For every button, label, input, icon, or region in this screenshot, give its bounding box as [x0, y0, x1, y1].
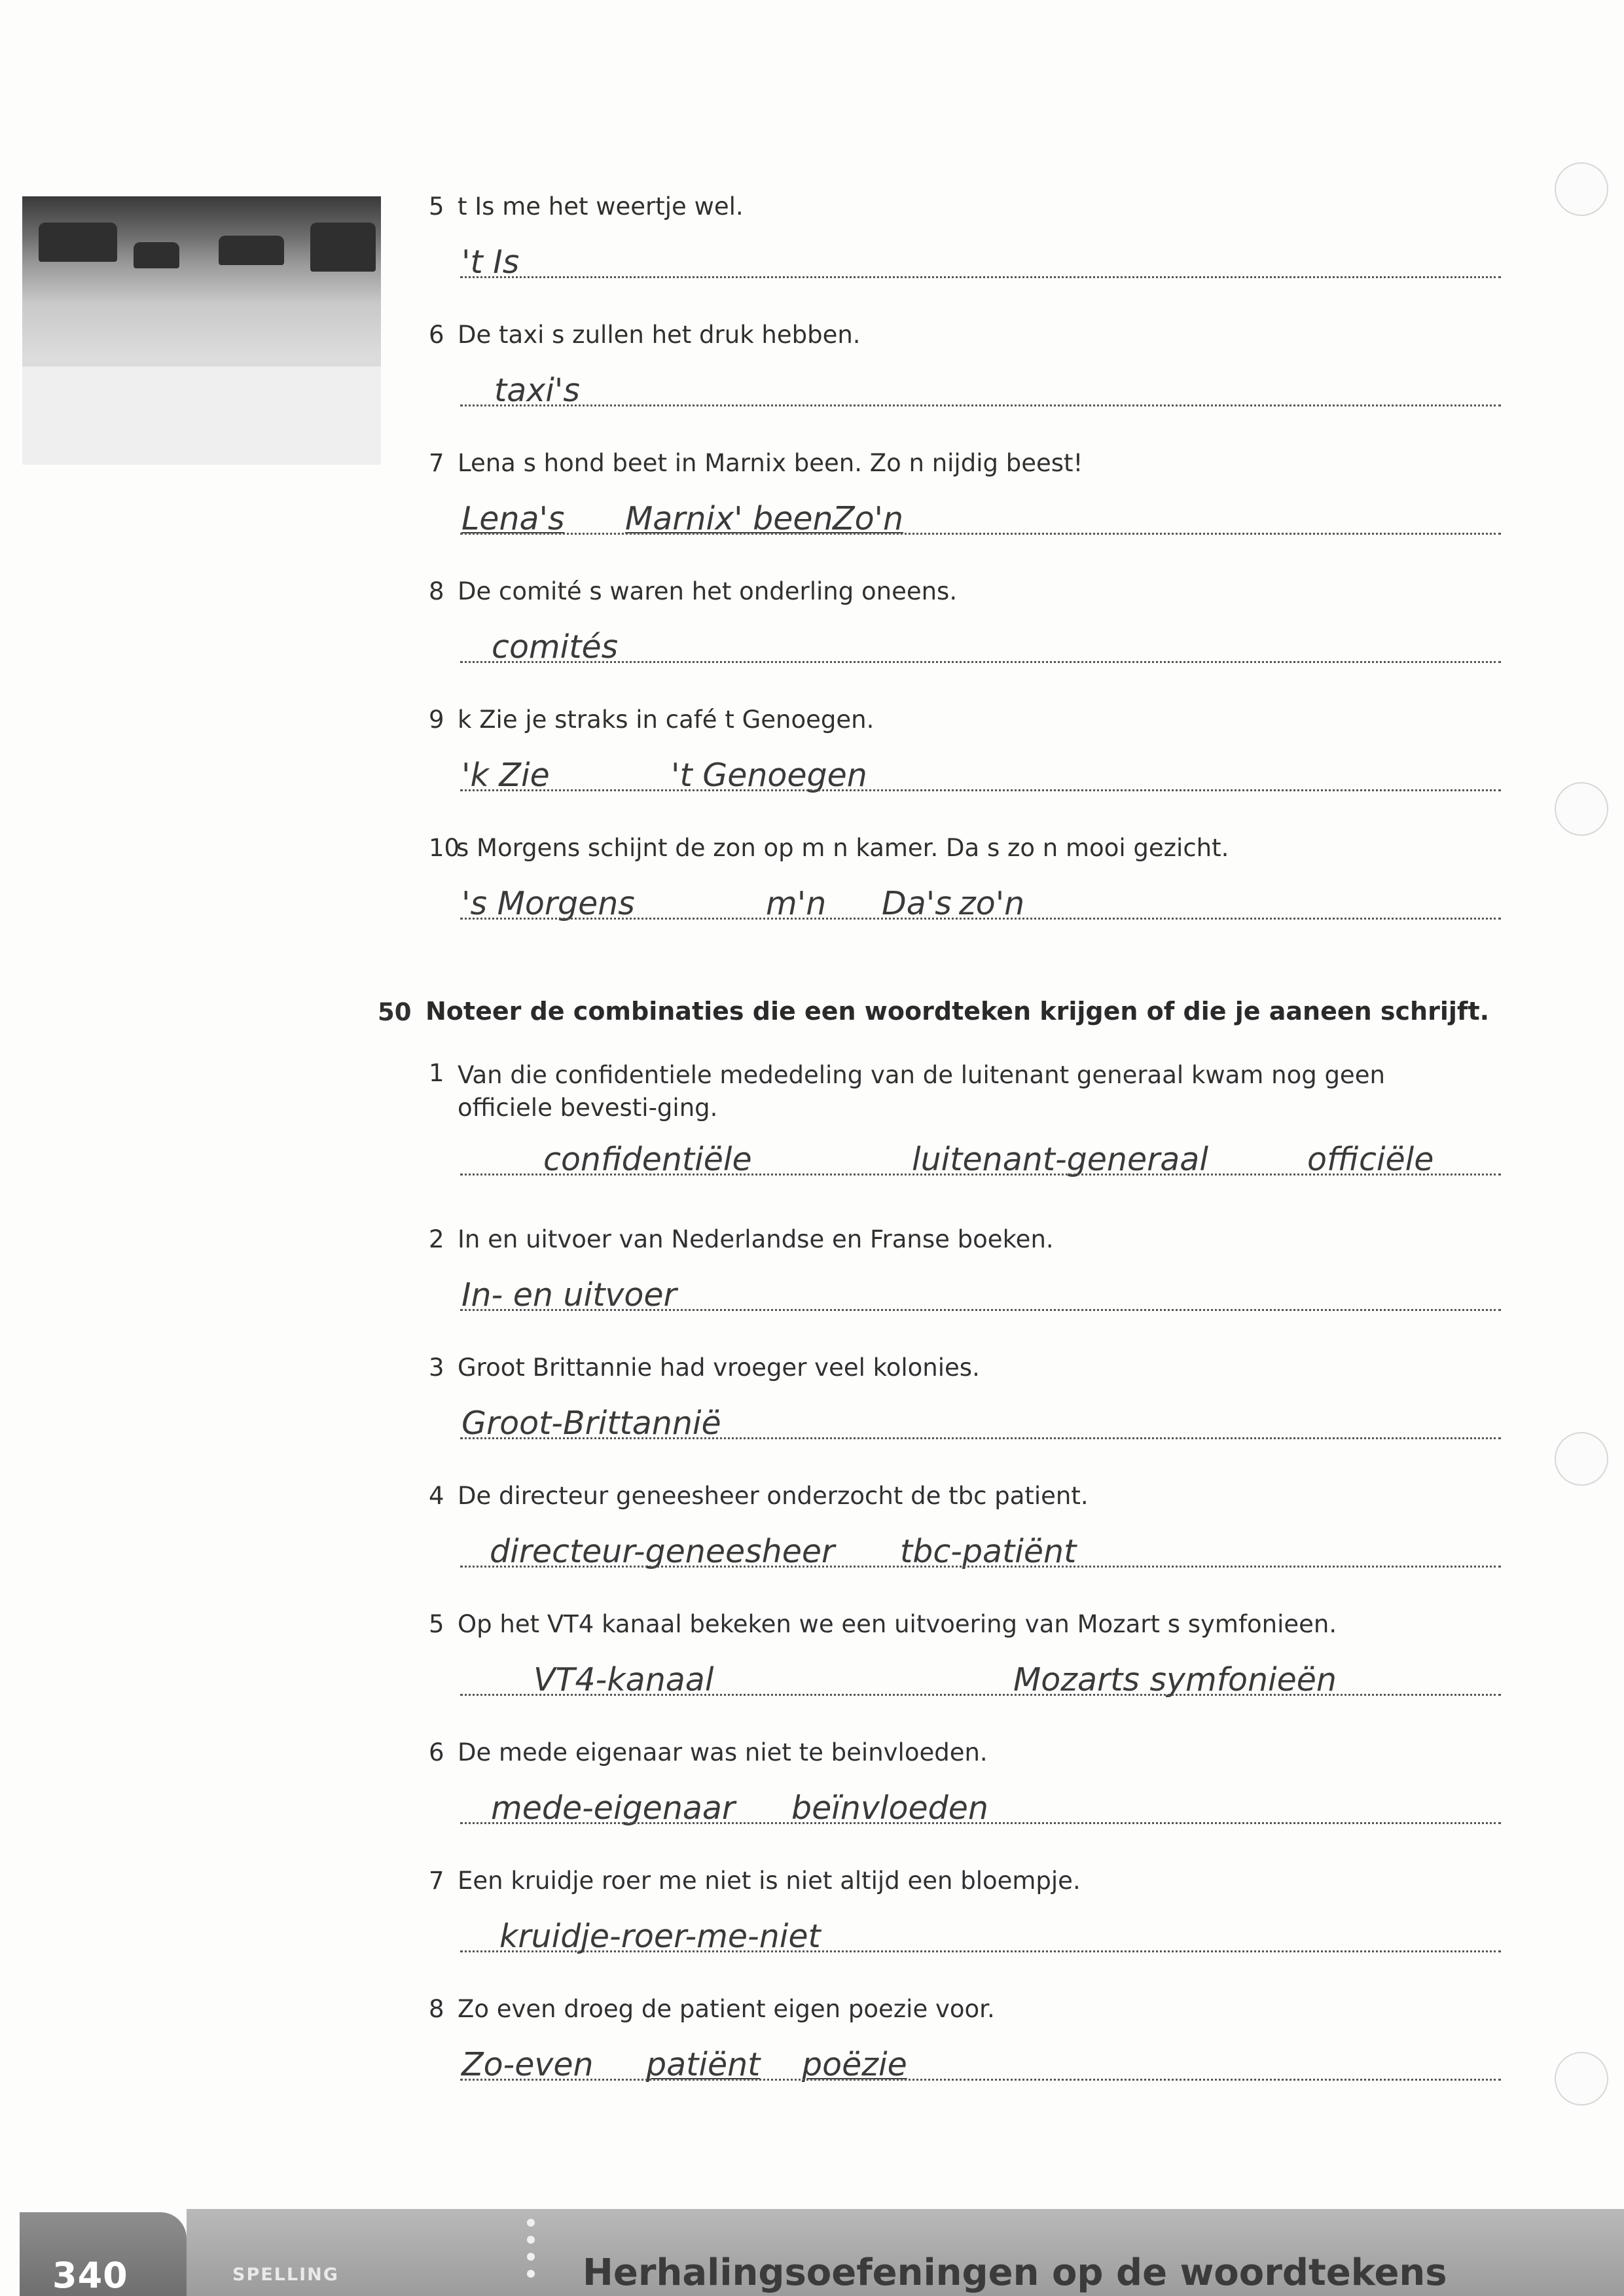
question: 6 De mede eigenaar was niet te beinvloeden.: [429, 1738, 988, 1767]
answer: taxi's: [494, 372, 580, 409]
punch-hole: [1555, 1432, 1608, 1486]
answer-line: [460, 1822, 1501, 1824]
answer: Lena's: [461, 500, 565, 537]
answer: Zo'n: [833, 500, 904, 537]
question: 2 In en uitvoer van Nederlandse en Franse boeken.: [429, 1225, 1054, 1253]
question: 3 Groot Brittannie had vroeger veel kolonies.: [429, 1354, 980, 1382]
answer: 's Morgens: [461, 885, 635, 922]
answer-line: [460, 789, 1501, 791]
answer: 't Genoegen: [671, 757, 867, 794]
answer: In- en uitvoer: [461, 1276, 677, 1314]
answer-line: [460, 533, 1501, 535]
answer-line: [460, 1437, 1501, 1439]
exercise-number: 50: [378, 998, 412, 1026]
punch-hole: [1555, 2052, 1608, 2106]
answer: officiële: [1307, 1141, 1434, 1178]
divider-dots: [527, 2219, 535, 2294]
answer: comités: [492, 628, 619, 666]
answer: Groot-Brittannië: [461, 1405, 721, 1442]
question: 5 Op het VT4 kanaal bekeken we een uitvoering van Mozart s symfonieen.: [429, 1610, 1337, 1638]
answer: zo'n: [959, 885, 1025, 922]
answer: mede-eigenaar: [491, 1789, 736, 1827]
question: 6 De taxi s zullen het druk hebben.: [429, 321, 861, 349]
page-footer: [0, 2209, 1624, 2296]
car: [310, 223, 376, 272]
punch-hole: [1555, 782, 1608, 836]
answer: poëzie: [802, 2046, 907, 2083]
answer-line: [460, 918, 1501, 920]
answer: 't Is: [461, 243, 520, 281]
answer-line: [460, 1566, 1501, 1568]
chapter-title: Herhalingsoefeningen op de woordtekens: [583, 2251, 1447, 2294]
answer: VT4-kanaal: [533, 1661, 714, 1698]
question: 8 De comité s waren het onderling oneens.: [429, 577, 958, 605]
answer: Da's: [882, 885, 952, 922]
answer: tbc-patiënt: [900, 1533, 1077, 1570]
car: [219, 236, 284, 265]
answer-line: [460, 1309, 1501, 1311]
question: 7 Een kruidje roer me niet is niet altijd een bloempje.: [429, 1867, 1081, 1895]
answer-line: [460, 276, 1501, 278]
answer: luitenant-generaal: [912, 1141, 1208, 1178]
answer: Marnix' been: [625, 500, 833, 537]
answer: m'n: [766, 885, 827, 922]
answer: beïnvloeden: [791, 1789, 988, 1827]
answer-line: [460, 1950, 1501, 1952]
answer: Mozarts symfonieën: [1013, 1661, 1337, 1698]
car: [134, 242, 179, 268]
question: 10s Morgens schijnt de zon op m n kamer. Da s zo n mooi gezicht.: [429, 834, 1229, 862]
answer-line: [460, 404, 1501, 406]
answer: 'k Zie: [461, 757, 550, 794]
answer: confidentiële: [543, 1141, 752, 1178]
punch-hole: [1555, 162, 1608, 216]
page-number: 340: [52, 2255, 128, 2296]
answer-line: [460, 2079, 1501, 2081]
answer-line: [460, 1174, 1501, 1175]
answer: kruidje-roer-me-niet: [499, 1918, 821, 1955]
answer: Zo-even: [461, 2046, 594, 2083]
answer: directeur-geneesheer: [490, 1533, 835, 1570]
question: 1 Van die confidentiele mededeling van de luitenant generaal kwam nog geen officiele bevesti-ging.: [429, 1059, 1385, 1122]
road: [22, 367, 381, 465]
car: [39, 223, 117, 262]
question: 4 De directeur geneesheer onderzocht de tbc patient.: [429, 1482, 1089, 1510]
section-label: SPELLING: [232, 2265, 339, 2285]
answer: patiënt: [646, 2046, 761, 2083]
street-photo: [22, 196, 381, 465]
answer-line: [460, 661, 1501, 663]
answer-line: [460, 1694, 1501, 1696]
exercise-title: Noteer de combinaties die een woordteken krijgen of die je aaneen schrijft.: [425, 997, 1490, 1026]
question: 5 t Is me het weertje wel.: [429, 192, 744, 221]
question: 8 Zo even droeg de patient eigen poezie voor.: [429, 1995, 995, 2023]
question: 7 Lena s hond beet in Marnix been. Zo n nijdig beest!: [429, 449, 1083, 477]
question: 9 k Zie je straks in café t Genoegen.: [429, 706, 875, 734]
